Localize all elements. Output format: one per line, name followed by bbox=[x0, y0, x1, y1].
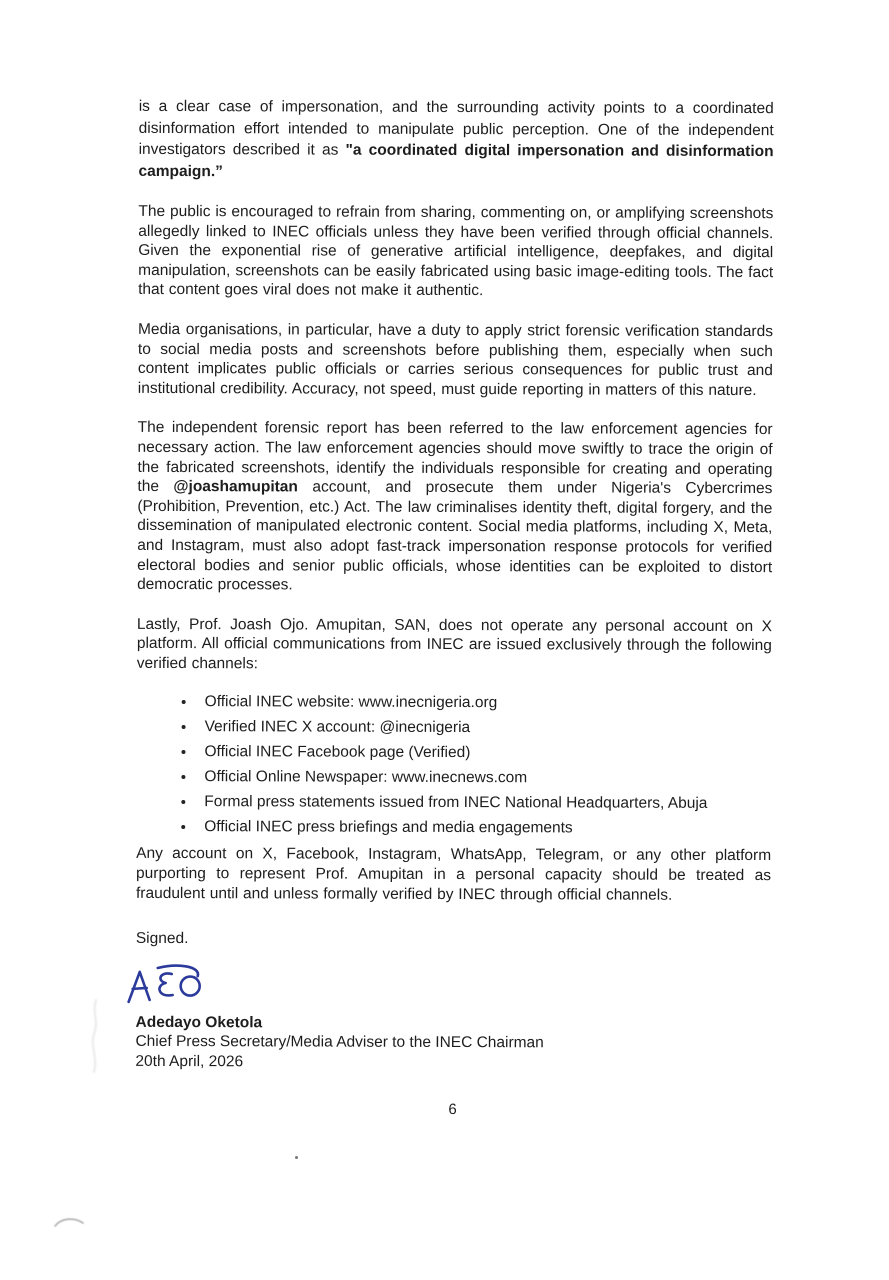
signed-label: Signed. bbox=[135, 930, 189, 948]
signatory-name: Adedayo Oketola bbox=[135, 1013, 263, 1032]
paragraph-text: account, and prosecute them under Nigeria's Cybercrimes (Prohibition, Prevention, etc.) Act. The law criminalises identity theft, digital forgery, and the dissemination of manipulated electronic content. Social media platforms, including X, Meta, and Instagram, must also adopt fast-track impersonation response protocols for verified electoral bodies and senior public officials, whose identities can be exploited to distort democratic processes. bbox=[137, 478, 773, 594]
list-item-label: Verified INEC X account: @inecnigeria bbox=[204, 718, 471, 737]
signatory-date: 20th April, 2026 bbox=[135, 1052, 244, 1071]
signatory-title: Chief Press Secretary/Media Adviser to the INEC Chairman bbox=[135, 1033, 544, 1052]
scan-artifact-pen-curve bbox=[52, 1215, 86, 1229]
scan-artifact-dot bbox=[295, 1156, 298, 1159]
bullet-icon bbox=[181, 826, 185, 830]
list-item-label: Official INEC press briefings and media engagements bbox=[204, 818, 573, 837]
list-item-label: Official INEC Facebook page (Verified) bbox=[204, 743, 471, 762]
paragraph-impersonation bbox=[138, 96, 773, 184]
paragraph-fraudulent-warning: Any account on X, Facebook, Instagram, WhatsApp, Telegram, or any other platform purporting to represent Prof. Amupitan in a personal capacity should be treated as fraudulent until and unless formally verified by INEC through official channels. bbox=[135, 845, 772, 904]
list-item-label: Official Online Newspaper: www.inecnews.com bbox=[204, 768, 528, 787]
bullet-icon bbox=[182, 726, 186, 730]
bullet-icon bbox=[181, 776, 185, 780]
account-handle: @joashamupitan bbox=[173, 478, 298, 496]
list-item bbox=[137, 718, 772, 737]
list-item-label: Formal press statements issued from INEC National Headquarters, Abuja bbox=[204, 793, 708, 813]
paragraph-verified-channels-intro: Lastly, Prof. Joash Ojo. Amupitan, SAN, does not operate any personal account on X platform. All official communications from INEC are issued exclusively through the following verified channels: bbox=[136, 615, 772, 673]
bullet-icon bbox=[181, 801, 185, 805]
list-item bbox=[136, 743, 771, 762]
list-item bbox=[136, 818, 771, 837]
signatory-block bbox=[135, 1013, 770, 1074]
signature-ink bbox=[122, 961, 771, 1013]
bullet-icon bbox=[182, 701, 186, 705]
page-number: 6 bbox=[448, 1101, 458, 1119]
bullet-icon bbox=[181, 751, 185, 755]
paragraph-text: is a clear case of impersonation, and the surrounding activity points to a coordinated disinformation effort intended to manipulate public perception. One of the independent investigators described it as bbox=[138, 97, 774, 159]
paragraph-forensic-report bbox=[137, 418, 773, 597]
paragraph-public-caution: The public is encouraged to refrain from sharing, commenting on, or amplifying screenshots allegedly linked to INEC officials unless they have been verified through official channels. Given the exponential rise of generative artificial intelligence, deepfakes, and digital manipulation, screenshots can be easily fabricated using basic image-editing tools. The fact that content goes viral does not make it authentic. bbox=[138, 202, 774, 300]
list-item-label: Official INEC website: www.inecnigeria.org bbox=[204, 693, 498, 712]
paragraph-text: The independent forensic report has been referred to the law enforcement agencies for necessary action. The law enforcement agencies should move swiftly to trace the origin of the fabricated screenshots, identify the individuals responsible for creating and operating the bbox=[137, 419, 773, 496]
document-body bbox=[135, 96, 774, 1121]
list-item bbox=[136, 793, 771, 812]
list-item bbox=[136, 768, 771, 787]
quoted-phrase: "a coordinated digital impersonation and disinformation campaign.” bbox=[138, 141, 774, 180]
list-item bbox=[137, 693, 772, 712]
scan-artifact-ghost-ink bbox=[88, 998, 104, 1076]
verified-channels-list bbox=[136, 693, 771, 837]
paragraph-media-organisations: Media organisations, in particular, have a duty to apply strict forensic verification standards to social media posts and screenshots before publishing them, especially when such content implicates public officials or carries serious consequences for public trust and institutional credibility. Accuracy, not speed, must guide reporting in matters of this nature. bbox=[137, 320, 773, 399]
